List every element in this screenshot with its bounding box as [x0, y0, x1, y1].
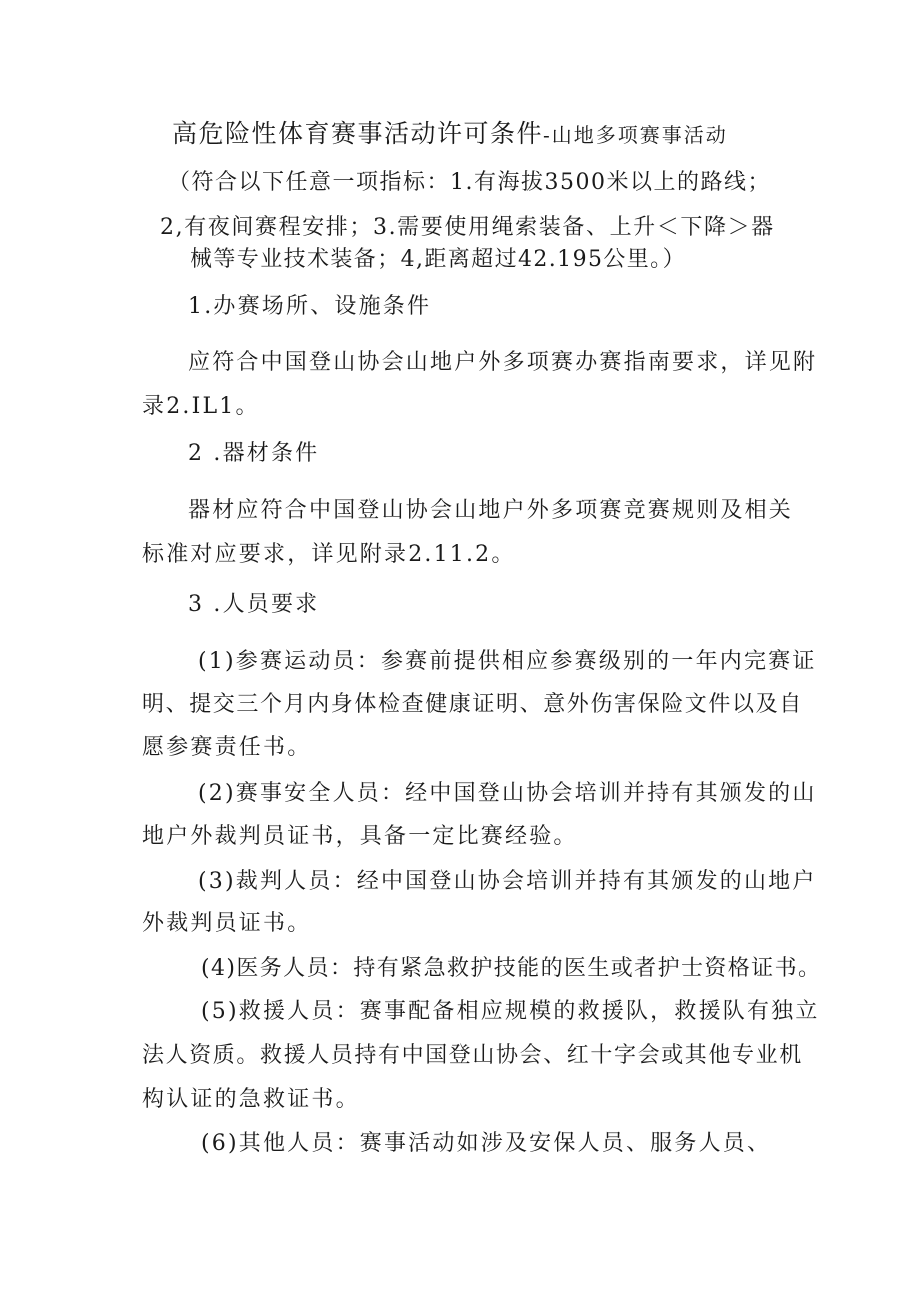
item-5-line-2: 法人资质。救援人员持有中国登山协会、红十字会或其他专业机 — [142, 1043, 803, 1068]
item-5-line-1: (5)救援人员：赛事配备相应规模的救援队，救援队有独立 — [201, 999, 820, 1024]
item-1-line-1: (1)参赛运动员：参赛前提供相应参赛级别的一年内完赛证 — [198, 649, 817, 674]
scope-line-1: （符合以下任意一项指标：1.有海拔3500米以上的路线； — [168, 170, 771, 195]
item-1-line-3: 愿参赛责任书。 — [142, 735, 312, 760]
item-5-line-3: 构认证的急救证书。 — [142, 1087, 360, 1112]
item-6-line-1: (6)其他人员：赛事活动如涉及安保人员、服务人员、 — [201, 1131, 772, 1156]
scope-line-2: 2,有夜间赛程安排；3.需要使用绳索装备、上升＜下降＞器 — [160, 215, 775, 240]
section-1-line-2: 录2.IL1。 — [142, 394, 260, 419]
item-4-line-1: (4)医务人员：持有紧急救护技能的医生或者护士资格证书。 — [201, 956, 822, 981]
scope-line-3: 械等专业技术装备；4,距离超过42.195公里。） — [190, 247, 686, 272]
section-heading-2: 2 .器材条件 — [188, 441, 320, 466]
section-heading-1: 1.办赛场所、设施条件 — [188, 294, 432, 319]
title-subtitle: -山地多项赛事活动 — [543, 123, 728, 147]
section-2-line-2: 标准对应要求，详见附录2.11.2。 — [142, 542, 516, 567]
item-3-line-2: 外裁判员证书。 — [142, 911, 312, 936]
item-1-line-2: 明、提交三个月内身体检查健康证明、意外伤害保险文件以及自 — [142, 692, 803, 717]
title-main: 高危险性体育赛事活动许可条件 — [172, 119, 544, 148]
item-2-line-1: (2)赛事安全人员：经中国登山协会培训并持有其颁发的山 — [198, 781, 817, 806]
document-title — [172, 119, 728, 151]
section-2-line-1: 器材应符合中国登山协会山地户外多项赛竞赛规则及相关 — [188, 498, 794, 523]
item-3-line-1: (3)裁判人员：经中国登山协会培训并持有其颁发的山地户 — [198, 869, 817, 894]
section-heading-3: 3 .人员要求 — [188, 592, 320, 617]
section-1-line-1: 应符合中国登山协会山地户外多项赛办赛指南要求，详见附 — [188, 350, 818, 375]
item-2-line-2: 地户外裁判员证书，具备一定比赛经验。 — [142, 824, 578, 849]
